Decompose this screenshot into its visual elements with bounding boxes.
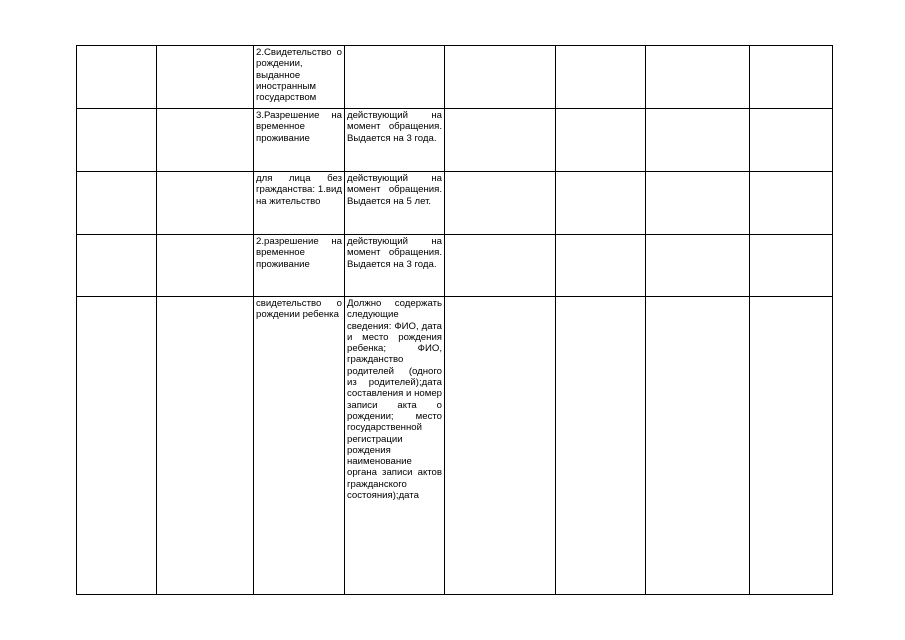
document-text: 3.Разрешение на временное проживание: [256, 110, 342, 144]
cell-empty: [445, 172, 556, 235]
document-table: [76, 45, 833, 595]
cell-requirements: [345, 172, 445, 235]
cell-empty: [556, 172, 646, 235]
cell-empty: [750, 172, 833, 235]
table-row: [77, 109, 833, 172]
cell-document: [254, 297, 345, 595]
cell-empty: [750, 297, 833, 595]
table-row: [77, 46, 833, 109]
table-row: [77, 172, 833, 235]
cell-empty: [750, 46, 833, 109]
cell-requirements: [345, 109, 445, 172]
cell-empty: [646, 46, 750, 109]
cell-empty: [556, 235, 646, 297]
cell-empty: [445, 46, 556, 109]
cell-empty: [77, 172, 157, 235]
cell-empty: [556, 109, 646, 172]
cell-empty: [77, 46, 157, 109]
cell-empty: [157, 297, 254, 595]
cell-empty: [646, 109, 750, 172]
cell-empty: [157, 46, 254, 109]
cell-empty: [445, 235, 556, 297]
cell-empty: [157, 172, 254, 235]
cell-document: [254, 235, 345, 297]
cell-empty: [556, 297, 646, 595]
cell-empty: [646, 172, 750, 235]
document-text: 2.разрешение на временное проживание: [256, 236, 342, 270]
document-text: свидетельство о рождении ребенка: [256, 298, 342, 321]
cell-empty: [646, 235, 750, 297]
table-row: [77, 297, 833, 595]
requirements-text: Должно содержать следующие сведения: ФИО, дата и место рождения ребенка; ФИО, гражданство родителей (одного из родителей);дата составления и номер записи акта о рождении; место государственной регистрации рождения наименование органа записи актов гражданского состояния);дата: [347, 298, 442, 502]
cell-empty: [556, 46, 646, 109]
requirements-text: действующий на момент обращения. Выдается на 3 года.: [347, 110, 442, 144]
requirements-text: действующий на момент обращения. Выдается на 5 лет.: [347, 173, 442, 207]
table-row: [77, 235, 833, 297]
cell-empty: [750, 235, 833, 297]
cell-document: [254, 46, 345, 109]
cell-document: [254, 172, 345, 235]
cell-empty: [445, 297, 556, 595]
cell-empty: [77, 235, 157, 297]
cell-empty: [750, 109, 833, 172]
cell-empty: [157, 109, 254, 172]
cell-empty: [77, 109, 157, 172]
document-text: 2.Свидетельство о рождении, выданное иностранным государством: [256, 47, 342, 104]
requirements-text: действующий на момент обращения. Выдается на 3 года.: [347, 236, 442, 270]
cell-empty: [445, 109, 556, 172]
cell-empty: [77, 297, 157, 595]
cell-document: [254, 109, 345, 172]
cell-requirements: [345, 46, 445, 109]
document-text: для лица без гражданства: 1.вид на жительство: [256, 173, 342, 207]
cell-empty: [157, 235, 254, 297]
cell-empty: [646, 297, 750, 595]
cell-requirements: [345, 297, 445, 595]
cell-requirements: [345, 235, 445, 297]
